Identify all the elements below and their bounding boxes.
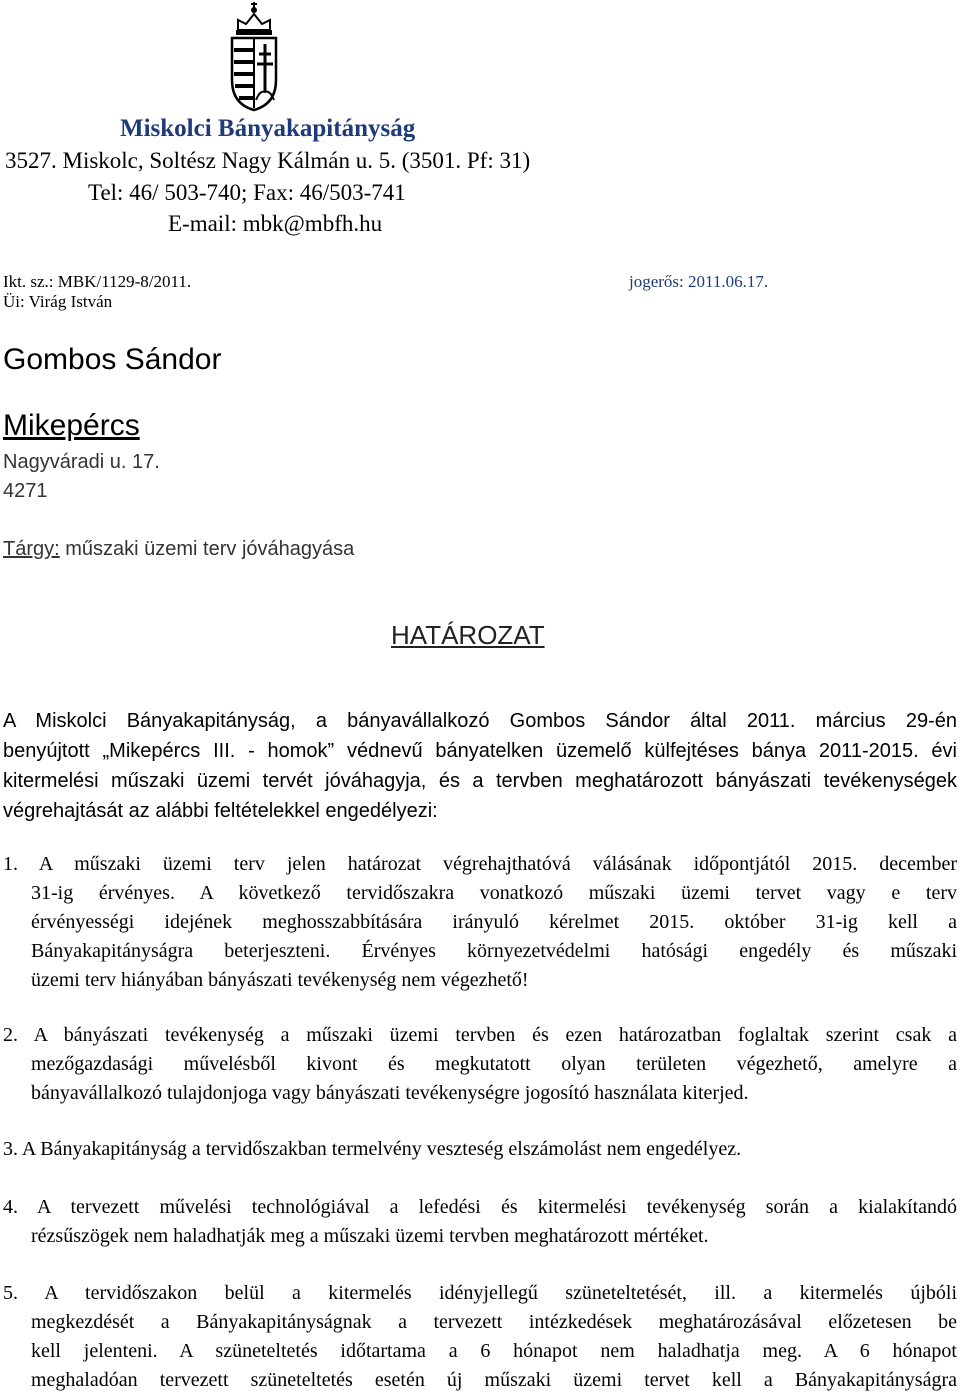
point-line: 2. A bányászati tevékenység a műszaki üzemi tervben és ezen határozatban foglaltak szerint csak a [3, 1024, 957, 1046]
recipient-name: Gombos Sándor [3, 343, 222, 376]
final-date: jogerős: 2011.06.17. [629, 272, 769, 291]
org-name: Miskolci Bányakapitányság [120, 115, 416, 142]
point-line: megkezdését a Bányakapitányságnak a tervezett intézkedések meghatározásával előzetesen be [31, 1311, 957, 1333]
point-line: érvényességi idejének meghosszabbítására irányuló kérelmet 2015. október 31-ig kell a [31, 911, 957, 933]
point-line: 3. A Bányakapitányság a tervidőszakban termelvény veszteség elszámolást nem engedélyez. [3, 1138, 742, 1160]
recipient-zip: 4271 [3, 480, 48, 502]
subject-label: Tárgy: [3, 538, 60, 560]
point-line: rézsűszögek nem haladhatják meg a műszaki üzemi tervben meghatározott mértéket. [31, 1225, 709, 1247]
org-phone-fax: Tel: 46/ 503-740; Fax: 46/503-741 [88, 180, 406, 205]
intro-line: A Miskolci Bányakapitányság, a bányavállalkozó Gombos Sándor által 2011. március 29-én [3, 710, 957, 732]
intro-line: benyújtott „Mikepércs III. - homok” védnevű bányatelken üzemelő külfejtéses bánya 2011-2015. évi [3, 740, 957, 762]
decision-intro [3, 706, 957, 826]
point-line: 1. A műszaki üzemi terv jelen határozat végrehajthatóvá válásának időpontjától 2015. december [3, 853, 957, 875]
point-line: bányavállalkozó tulajdonjoga vagy bányászati tevékenységre jogosító használata kiterjed. [31, 1082, 749, 1104]
point-line: üzemi terv hiányában bányászati tevékenység nem végezhető! [31, 969, 529, 991]
case-officer: Üi: Virág István [3, 292, 113, 311]
intro-line: kitermelési műszaki üzemi tervét jóváhagyja, és a tervben meghatározott bányászati tevékenységek [3, 770, 957, 792]
point-line: Bányakapitányságra beterjeszteni. Érvényes környezetvédelmi hatósági engedély és műszaki [31, 940, 957, 962]
decision-point-5 [3, 1279, 957, 1395]
decision-title: HATÁROZAT [391, 620, 545, 650]
recipient-street: Nagyváradi u. 17. [3, 451, 160, 473]
decision-point-1 [3, 850, 957, 995]
intro-line: végrehajtását az alábbi feltételekkel engedélyezi: [3, 800, 438, 822]
org-address: 3527. Miskolc, Soltész Nagy Kálmán u. 5. (3501. Pf: 31) [5, 148, 531, 173]
point-line: 4. A tervezett művelési technológiával a lefedési és kitermelési tevékenység során a kialakítandó [3, 1196, 957, 1218]
decision-point-4 [3, 1193, 957, 1251]
point-line: 31-ig érvényes. A következő tervidőszakra vonatkozó műszaki üzemi tervet vagy e terv [31, 882, 957, 904]
point-line: mezőgazdasági művelésből kivont és megkutatott olyan területen végezhető, amelyre a [31, 1053, 957, 1075]
point-line: 5. A tervidőszakon belül a kitermelés idényjellegű szüneteltetését, ill. a kitermelés újbóli [3, 1282, 957, 1304]
reference-number: Ikt. sz.: MBK/1129-8/2011. [3, 272, 192, 291]
decision-point-2 [3, 1021, 957, 1108]
coat-of-arms-crest-icon [224, 0, 284, 112]
recipient-city: Mikepércs [3, 409, 140, 442]
point-line: meghaladóan tervezett szüneteltetés esetén új műszaki üzemi tervet kell a Bányakapitányságra [31, 1369, 957, 1391]
decision-point-3 [3, 1135, 957, 1164]
subject-text: műszaki üzemi terv jóváhagyása [59, 538, 355, 560]
subject-line [3, 538, 354, 561]
point-line: kell jelenteni. A szüneteltetés időtartama a 6 hónapot nem haladhatja meg. A 6 hónapot [31, 1340, 957, 1362]
org-email: E-mail: mbk@mbfh.hu [168, 211, 383, 236]
